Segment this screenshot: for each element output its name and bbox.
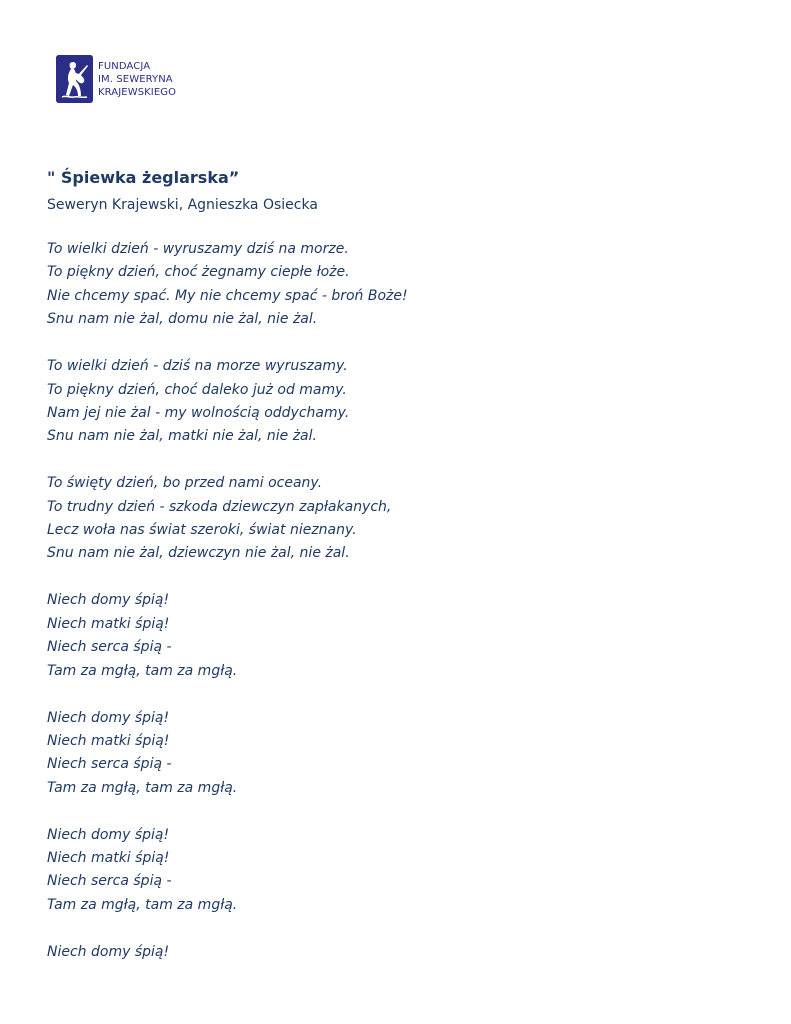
lyric-line: Niech matki śpią! [47, 850, 170, 867]
guitarist-emblem-icon [56, 55, 93, 103]
lyric-line: Snu nam nie żal, matki nie żal, nie żal. [47, 428, 317, 445]
chorus-stanza [47, 941, 747, 964]
lyric-line: Tam za mgłą, tam za mgłą. [47, 779, 238, 796]
lyric-line: Lecz woła nas świat szeroki, świat nieznany. [47, 522, 357, 539]
lyric-line: Niech domy śpią! [47, 592, 170, 609]
lyric-line: Niech domy śpią! [47, 709, 170, 726]
lyric-line: Niech domy śpią! [47, 826, 170, 843]
lyric-line: Niech serca śpią - [47, 639, 172, 656]
lyric-line: Niech matki śpią! [47, 732, 170, 749]
logo-line: FUNDACJA [98, 60, 151, 72]
lyric-line: Nam jej nie żal - my wolnością oddychamy. [47, 404, 350, 421]
stanza [47, 472, 747, 566]
lyrics [47, 238, 747, 964]
lyric-line: Niech serca śpią - [47, 873, 172, 890]
stanza [47, 355, 747, 449]
lyric-line: To wielki dzień - wyruszamy dziś na morze. [47, 241, 349, 257]
logo-line: KRAJEWSKIEGO [98, 86, 177, 98]
lyric-line: Niech serca śpią - [47, 756, 172, 773]
foundation-logo [56, 55, 176, 103]
lyric-line: To wielki dzień - dziś na morze wyruszamy. [47, 358, 348, 375]
song-authors: Seweryn Krajewski, Agnieszka Osiecka [47, 197, 318, 213]
logo-text [98, 60, 176, 99]
logo-line: IM. SEWERYNA [98, 73, 173, 85]
lyric-line: Nie chcemy spać. My nie chcemy spać - broń Boże! [47, 287, 408, 304]
lyric-line: To piękny dzień, choć daleko już od mamy. [47, 381, 347, 398]
lyric-line: Niech matki śpią! [47, 615, 170, 632]
lyric-line: Tam za mgłą, tam za mgłą. [47, 896, 238, 913]
lyric-line: Niech domy śpią! [47, 943, 170, 960]
song-title: " Śpiewka żeglarska” [47, 168, 240, 187]
stanza [47, 238, 747, 332]
lyric-line: To święty dzień, bo przed nami oceany. [47, 475, 323, 492]
lyric-line: To piękny dzień, choć żegnamy ciepłe łoże. [47, 264, 350, 281]
lyric-line: Snu nam nie żal, dziewczyn nie żal, nie żal. [47, 545, 350, 562]
chorus-stanza [47, 589, 747, 683]
lyric-line: Tam za mgłą, tam za mgłą. [47, 662, 238, 679]
chorus-stanza [47, 707, 747, 801]
lyric-line: Snu nam nie żal, domu nie żal, nie żal. [47, 311, 318, 328]
lyric-line: To trudny dzień - szkoda dziewczyn zapłakanych, [47, 498, 392, 515]
song-document [47, 168, 747, 988]
chorus-stanza [47, 824, 747, 918]
